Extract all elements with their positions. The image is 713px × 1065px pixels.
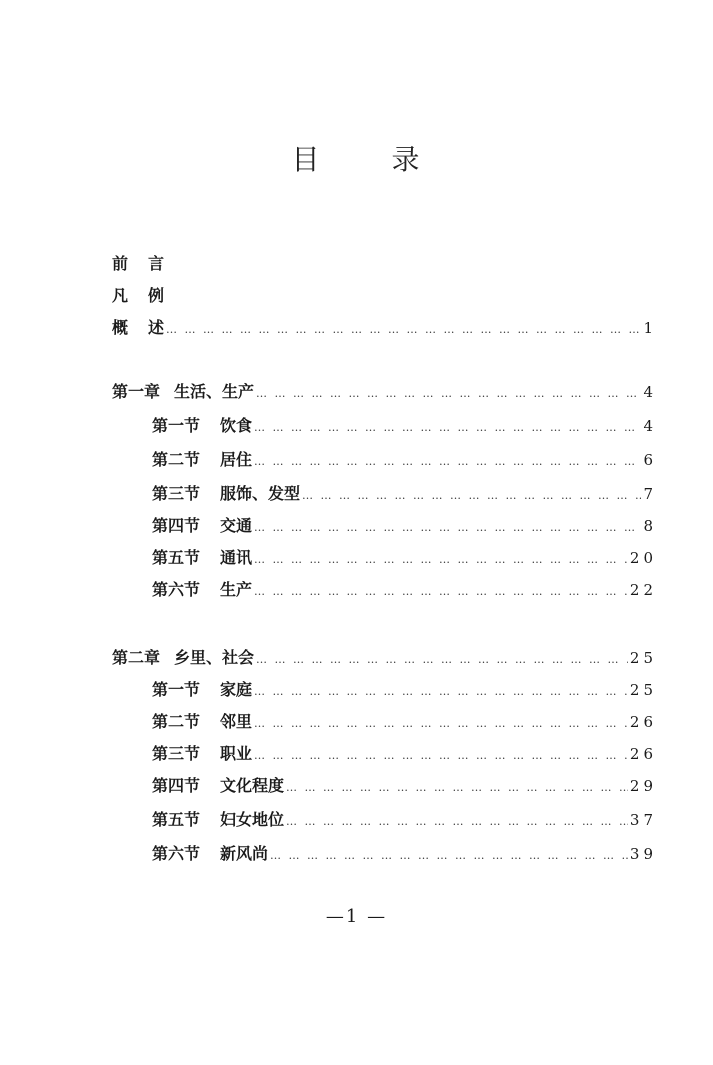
section-name: 交通 [220, 516, 253, 535]
toc-page-number: 7 [643, 485, 657, 503]
section-name: 饮食 [220, 416, 253, 435]
leader-dots [256, 382, 641, 406]
leader-dots [254, 712, 628, 736]
section-label: 第四节 [152, 776, 201, 795]
toc-overview[interactable] [112, 316, 657, 340]
toc-chapter-2[interactable] [112, 646, 657, 670]
leader-dots [254, 744, 628, 768]
section-name: 新风尚 [220, 844, 269, 863]
toc-page-number: 37 [629, 811, 657, 829]
toc-label: 概 [112, 318, 129, 337]
section-label: 第四节 [152, 516, 201, 535]
chapter-label: 第一章 [112, 382, 161, 401]
toc-label: 述 [148, 318, 165, 337]
toc-page-number: 29 [629, 777, 657, 795]
toc-label: 凡 [112, 286, 129, 305]
title-char-right: 录 [391, 143, 422, 176]
toc-page-number: 4 [643, 417, 657, 435]
toc-section[interactable] [152, 678, 657, 702]
toc-section[interactable] [152, 482, 657, 506]
toc-section[interactable] [152, 710, 657, 734]
toc-section[interactable] [152, 578, 657, 602]
section-label: 第五节 [152, 810, 201, 829]
toc-page-number: 22 [629, 581, 657, 599]
toc-section[interactable] [152, 514, 657, 538]
chapter-name: 生活、生产 [174, 382, 255, 401]
section-name: 文化程度 [220, 776, 285, 795]
chapter-name: 乡里、社会 [174, 648, 255, 667]
toc-section[interactable] [152, 774, 657, 798]
page-footer-number: —1 — [325, 906, 388, 927]
section-name: 居住 [220, 450, 253, 469]
toc-page-number: 4 [643, 383, 657, 401]
leader-dots [256, 648, 628, 672]
toc-page-number: 26 [629, 713, 657, 731]
toc-page-number: 20 [629, 549, 657, 567]
leader-dots [254, 516, 641, 540]
leader-dots [302, 484, 641, 508]
section-name: 家庭 [220, 680, 253, 699]
leader-dots [254, 548, 628, 572]
leader-dots [254, 416, 641, 440]
toc-page-number: 25 [629, 649, 657, 667]
section-name: 生产 [220, 580, 253, 599]
toc-section[interactable] [152, 448, 657, 472]
toc-section[interactable] [152, 842, 657, 866]
leader-dots [254, 450, 641, 474]
leader-dots [166, 318, 641, 342]
section-name: 通讯 [220, 548, 253, 567]
toc-section[interactable] [152, 742, 657, 766]
leader-dots [286, 776, 628, 800]
leader-dots [286, 810, 628, 834]
toc-chapter-1[interactable] [112, 380, 657, 404]
toc-front-preface[interactable] [112, 252, 657, 276]
toc-page-number: 39 [629, 845, 657, 863]
title-char-left: 目 [291, 143, 322, 176]
section-label: 第二节 [152, 450, 201, 469]
section-label: 第五节 [152, 548, 201, 567]
section-label: 第六节 [152, 844, 201, 863]
section-name: 服饰、发型 [220, 484, 301, 503]
chapter-label: 第二章 [112, 648, 161, 667]
section-name: 邻里 [220, 712, 253, 731]
section-label: 第三节 [152, 484, 201, 503]
toc-section[interactable] [152, 808, 657, 832]
toc-label: 言 [148, 254, 165, 273]
leader-dots [254, 580, 628, 604]
toc-page-number: 26 [629, 745, 657, 763]
toc-label: 前 [112, 254, 129, 273]
toc-section[interactable] [152, 414, 657, 438]
section-label: 第一节 [152, 680, 201, 699]
leader-dots [270, 844, 628, 868]
section-label: 第一节 [152, 416, 201, 435]
leader-dots [254, 680, 628, 704]
section-label: 第六节 [152, 580, 201, 599]
toc-page-number: 25 [629, 681, 657, 699]
toc-front-conventions[interactable] [112, 284, 657, 308]
toc-page-number: 8 [643, 517, 657, 535]
section-name: 妇女地位 [220, 810, 285, 829]
toc-label: 例 [148, 286, 165, 305]
toc-section[interactable] [152, 546, 657, 570]
page-title [0, 138, 713, 178]
section-label: 第二节 [152, 712, 201, 731]
section-label: 第三节 [152, 744, 201, 763]
toc-page-number: 6 [643, 451, 657, 469]
section-name: 职业 [220, 744, 253, 763]
toc-page-number: 1 [643, 319, 657, 337]
